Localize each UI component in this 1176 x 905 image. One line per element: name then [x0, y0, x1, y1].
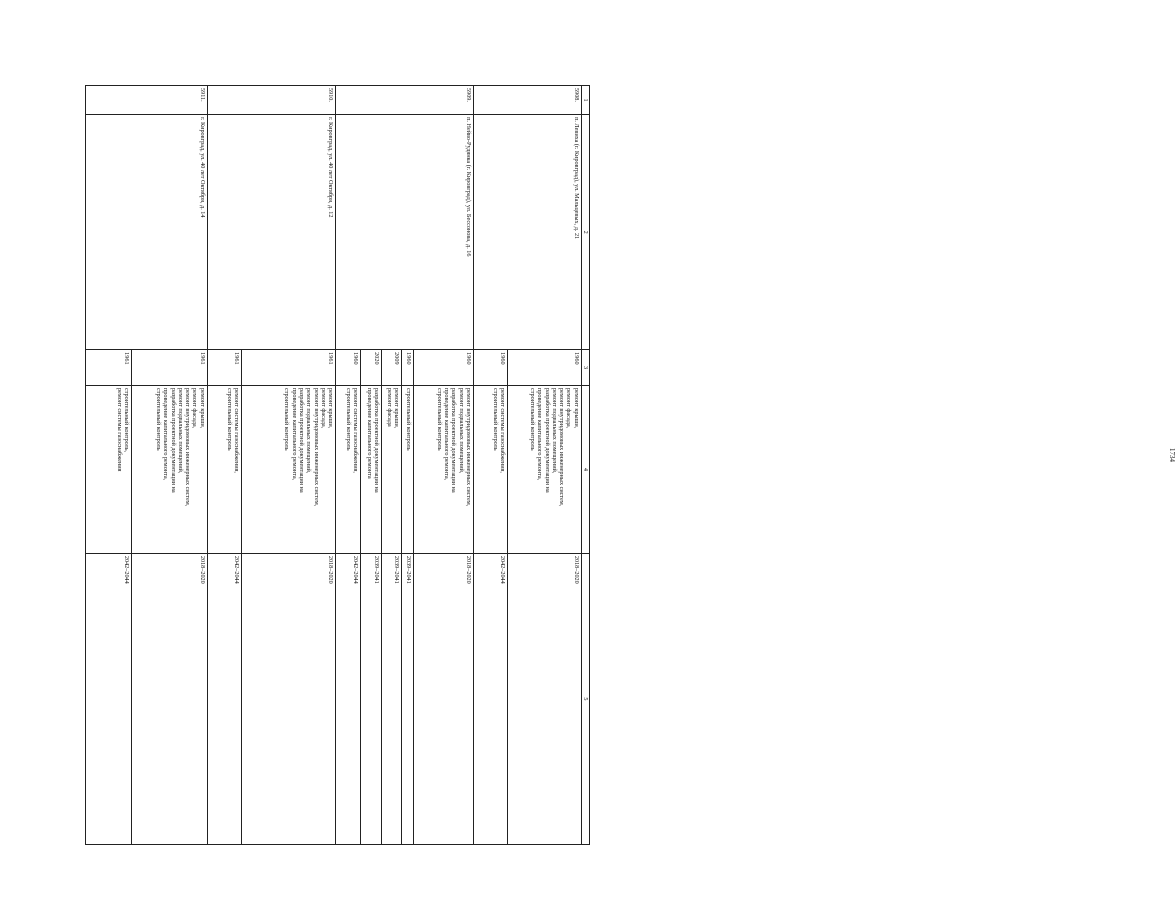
table-row — [508, 86, 581, 845]
row-period: 2042–2044 — [336, 553, 361, 844]
header-col-2: 2 — [581, 115, 589, 350]
table-body — [86, 86, 582, 845]
row-period: 2039–2041 — [402, 553, 414, 844]
work-type-line: ремонт системы газоснабжения, — [352, 387, 360, 473]
row-period: 2018–2020 — [242, 553, 336, 844]
table-row — [242, 86, 336, 845]
row-year: 1960 — [508, 350, 581, 386]
row-year: 2009 — [382, 350, 402, 386]
work-type-line: ремонт фасада — [386, 387, 394, 427]
work-type-line: ремонт фасада, — [319, 387, 327, 429]
work-type-line: строительный контроль — [154, 387, 162, 451]
header-col-1: 1 — [581, 86, 589, 115]
entry-address: г. Кировград, ул. 40 лет Октября, д. 14 — [86, 115, 208, 350]
work-type-line: строительный контроль — [435, 387, 443, 451]
row-work-types — [242, 385, 336, 553]
header-col-5: 5 — [581, 553, 589, 844]
page-number: 1734 — [1168, 448, 1176, 462]
work-type-line: ремонт крыши, — [572, 387, 580, 429]
row-period: 2042–2044 — [86, 553, 132, 844]
row-work-types — [207, 385, 241, 553]
header-col-4: 4 — [581, 385, 589, 553]
row-period: 2039–2041 — [361, 553, 382, 844]
entry-number: 5911. — [86, 86, 208, 115]
work-type-line: ремонт подвальных помещений, — [457, 387, 465, 474]
row-year: 1961 — [207, 350, 241, 386]
header-col-3: 3 — [581, 350, 589, 386]
row-year: 1960 — [473, 350, 507, 386]
table-row — [414, 86, 474, 845]
row-period: 2018–2020 — [508, 553, 581, 844]
table-row — [131, 86, 207, 845]
entry-address: г. Кировград, ул. 40 лет Октября, д. 12 — [207, 115, 336, 350]
work-type-line: строительный контроль — [283, 387, 291, 451]
row-work-types — [336, 385, 361, 553]
row-year: 1961 — [131, 350, 207, 386]
row-period: 2018–2020 — [131, 553, 207, 844]
work-type-line: ремонт крыши, — [393, 387, 401, 429]
work-type-line: ремонт системы газоснабжения — [115, 387, 123, 472]
work-type-line: ремонт фасада, — [191, 387, 199, 429]
work-type-line: проведение капитального ремонта, — [536, 387, 544, 481]
work-type-line: ремонт внутридомовых инженерных систем, — [558, 387, 566, 507]
row-work-types — [131, 385, 207, 553]
row-year: 1960 — [414, 350, 474, 386]
work-type-line: проведение капитального ремонта — [365, 387, 373, 479]
work-type-line: проведение капитального ремонта, — [162, 387, 170, 481]
row-period: 2042–2044 — [207, 553, 241, 844]
work-type-line: разработка проектной документации на — [450, 387, 458, 493]
row-work-types — [402, 385, 414, 553]
row-work-types — [473, 385, 507, 553]
header-row — [581, 86, 589, 845]
work-type-line: строительный контроль — [528, 387, 536, 451]
work-type-line: ремонт подвальных помещений, — [176, 387, 184, 474]
repair-schedule-table — [85, 85, 590, 845]
page-number-area — [628, 0, 1176, 905]
work-type-line: разработка проектной документации на — [373, 387, 381, 493]
row-year: 1961 — [86, 350, 132, 386]
work-type-line: ремонт подвальных помещений, — [550, 387, 558, 474]
work-type-line: ремонт фасада, — [565, 387, 573, 429]
row-year: 1960 — [402, 350, 414, 386]
work-type-line: ремонт внутридомовых инженерных систем, — [184, 387, 192, 507]
work-type-line: ремонт подвальных помещений, — [305, 387, 313, 474]
work-type-line: ремонт системы газоснабжения, — [499, 387, 507, 473]
row-period: 2018–2020 — [414, 553, 474, 844]
row-work-types — [508, 385, 581, 553]
row-work-types — [382, 385, 402, 553]
work-type-line: разработка проектной документации на — [169, 387, 177, 493]
row-period: 2042–2044 — [473, 553, 507, 844]
entry-number: 5908. — [473, 86, 581, 115]
work-type-line: ремонт системы газоснабжения, — [233, 387, 241, 473]
entry-number: 5910. — [207, 86, 336, 115]
entry-number: 5909. — [336, 86, 474, 115]
work-type-line: ремонт крыши, — [327, 387, 335, 429]
work-type-line: проведение капитального ремонта, — [290, 387, 298, 481]
work-type-line: строительный контроль — [345, 387, 353, 451]
work-type-line: ремонт внутридомовых инженерных систем, — [312, 387, 320, 507]
rotated-table-container — [85, 85, 590, 845]
work-type-line: строительный контроль — [225, 387, 233, 451]
work-type-line: разработка проектной документации на — [298, 387, 306, 493]
row-period: 2039–2041 — [382, 553, 402, 844]
entry-address: п. Нейво-Рудянка (г. Кировград), ул. Бессонова, д. 16 — [336, 115, 474, 350]
row-year: 1960 — [336, 350, 361, 386]
work-type-line: ремонт крыши, — [198, 387, 206, 429]
row-work-types — [414, 385, 474, 553]
work-type-line: строительный контроль — [491, 387, 499, 451]
work-type-line: ремонт внутридомовых инженерных систем, — [464, 387, 472, 507]
row-year: 2020 — [361, 350, 382, 386]
row-work-types — [361, 385, 382, 553]
row-work-types — [86, 385, 132, 553]
work-type-line: строительный контроль — [405, 387, 413, 451]
work-type-line: строительный контроль, — [122, 387, 130, 453]
row-year: 1961 — [242, 350, 336, 386]
work-type-line: проведение капитального ремонта, — [442, 387, 450, 481]
entry-address: п. Левиха (г. Кировград), ул. Мальцевых, д. 21 — [473, 115, 581, 350]
work-type-line: разработка проектной документации на — [543, 387, 551, 493]
